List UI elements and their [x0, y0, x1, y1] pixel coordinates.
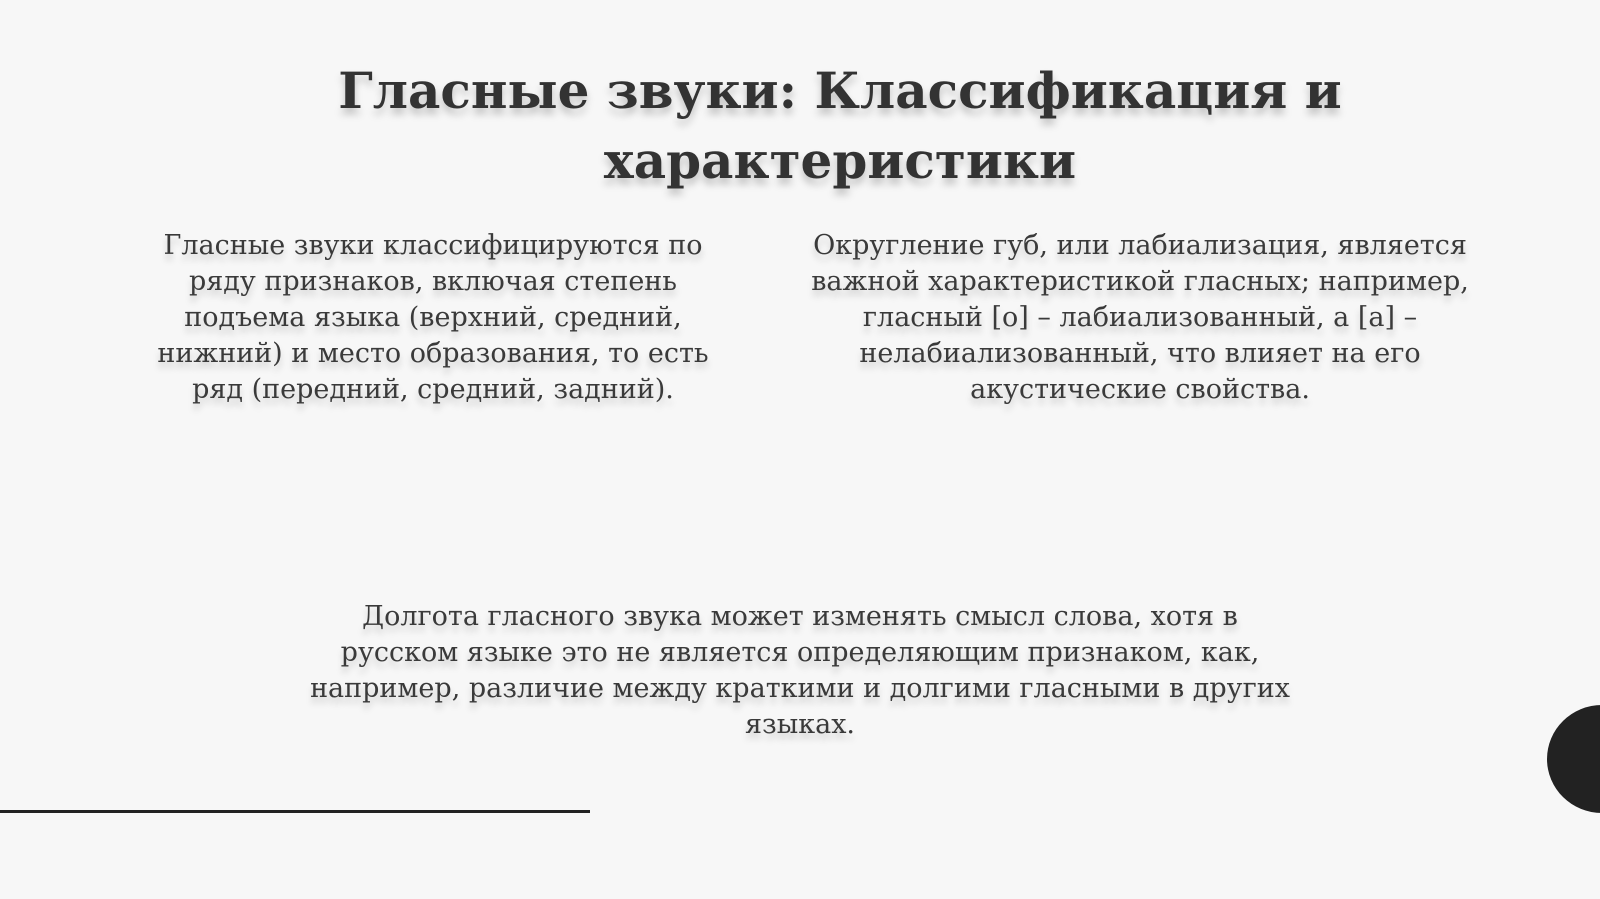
decorative-rule: [0, 810, 590, 813]
text-block-right: Округление губ, или лабиализация, является важной характеристикой гласных; например, гласный [о] – лабиализованный, а [а] – нелабиализованный, что влияет на его акустические свойства.: [811, 230, 1469, 405]
slide-title: Гласные звуки: Классификация и характеристики: [338, 61, 1342, 190]
text-block-left: Гласные звуки классифицируются по ряду признаков, включая степень подъема языка (верхний, средний, нижний) и место образования, то есть ряд (передний, средний, задний).: [157, 230, 709, 405]
decorative-circle: [1547, 705, 1600, 813]
text-block-bottom: Долгота гласного звука может изменять смысл слова, хотя в русском языке это не является определяющим признаком, как, например, различие между краткими и долгими гласными в других языках.: [310, 601, 1290, 740]
